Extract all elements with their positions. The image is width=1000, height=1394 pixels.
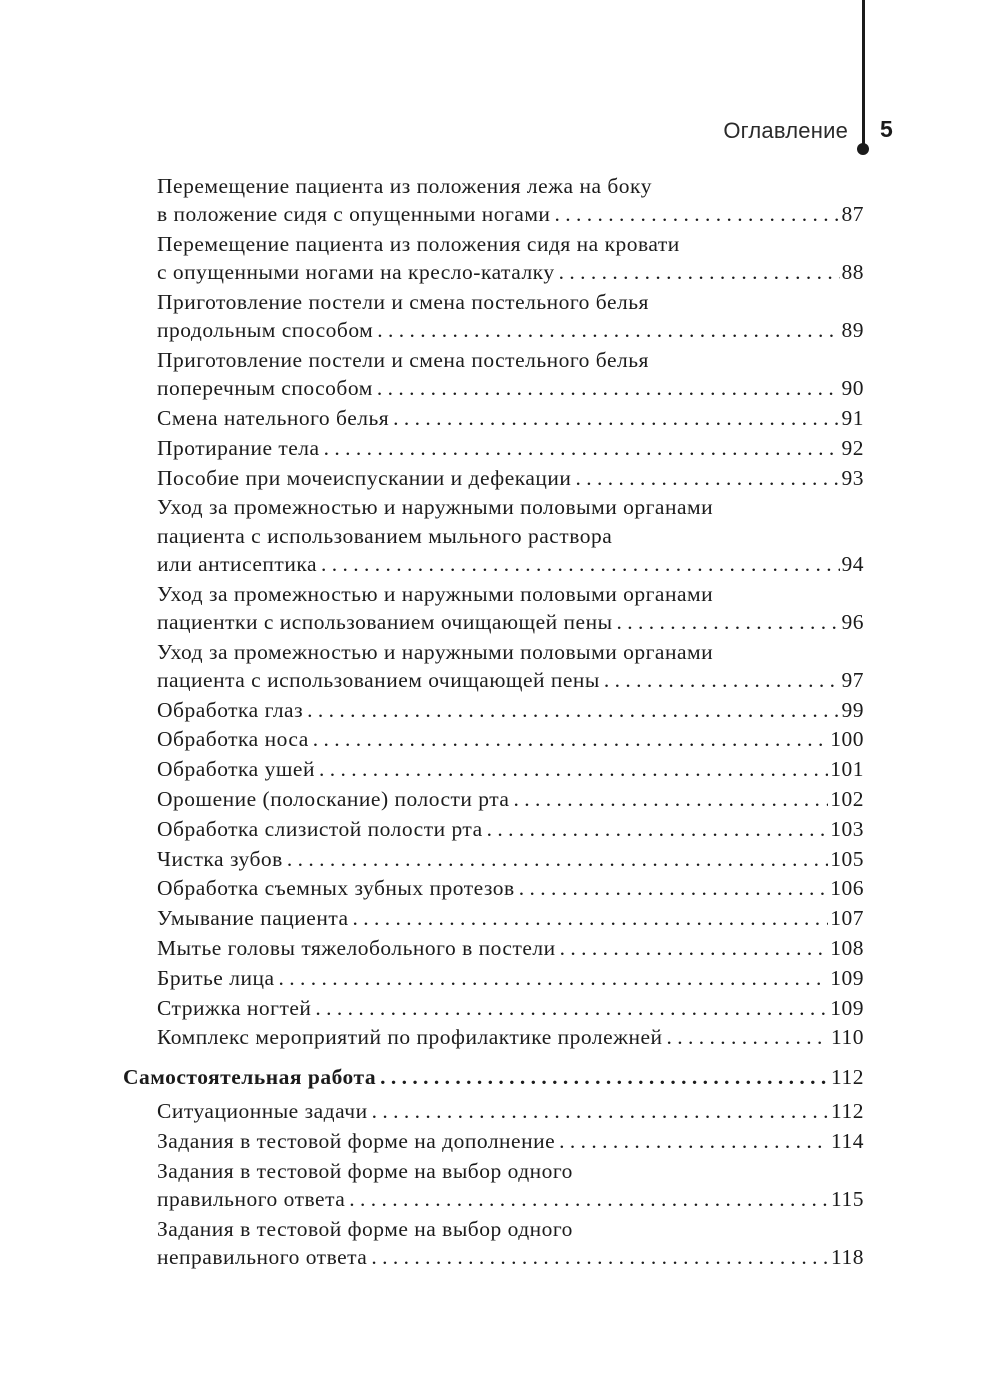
dot-leader bbox=[321, 550, 840, 578]
running-header-title: Оглавление bbox=[723, 118, 848, 143]
toc-entry-text: Смена нательного белья bbox=[157, 406, 390, 430]
dot-leader bbox=[324, 434, 840, 462]
toc-page-number: 97 bbox=[841, 667, 864, 692]
toc-entry-line bbox=[0, 608, 864, 636]
toc-entry-line bbox=[0, 522, 864, 550]
toc-entry-text: Приготовление постели и смена постельного белья bbox=[157, 290, 649, 314]
toc-page-number: 99 bbox=[841, 697, 864, 722]
page-number: 5 bbox=[880, 116, 893, 142]
toc-page-number: 96 bbox=[841, 609, 864, 634]
toc-page-number: 107 bbox=[830, 906, 864, 931]
toc-entry-line bbox=[0, 550, 864, 578]
toc-entry-line bbox=[0, 964, 864, 992]
toc-entry-line bbox=[0, 172, 864, 200]
toc-entry-text: в положение сидя с опущенными ногами bbox=[157, 202, 551, 227]
toc-entry-text: Задания в тестовой форме на выбор одного bbox=[157, 1216, 573, 1241]
toc-entry-text: Чистка зубов bbox=[157, 846, 283, 871]
toc-entry-text: Ситуационные задачи bbox=[157, 1099, 368, 1123]
toc-page-number: 108 bbox=[830, 936, 864, 960]
toc-page-number: 118 bbox=[831, 1244, 864, 1269]
dot-leader bbox=[377, 374, 840, 402]
toc-entry-text: Протирание тела bbox=[157, 435, 320, 460]
toc-page-number: 115 bbox=[831, 1186, 864, 1211]
dot-leader bbox=[372, 1097, 829, 1125]
toc-page-number: 100 bbox=[830, 727, 864, 752]
toc-entry-line bbox=[0, 230, 864, 258]
dot-leader bbox=[667, 1023, 830, 1051]
toc-entry-text: Самостоятельная работа bbox=[123, 1065, 377, 1090]
toc-entry-line bbox=[0, 904, 864, 932]
toc-entry-text: Пособие при мочеиспускании и дефекации bbox=[157, 465, 572, 490]
dot-leader bbox=[559, 258, 840, 286]
toc-entry-line bbox=[0, 874, 864, 902]
toc-entry-text: Обработка носа bbox=[157, 727, 309, 752]
toc-entry-text: Обработка съемных зубных протезов bbox=[157, 876, 515, 901]
toc-entry-line bbox=[0, 845, 864, 873]
toc-entry-text: пациента с использованием очищающей пены bbox=[157, 667, 600, 692]
toc-page-number: 106 bbox=[830, 876, 864, 901]
toc-page-number: 103 bbox=[830, 816, 864, 841]
dot-leader bbox=[319, 755, 828, 783]
toc-page-number: 91 bbox=[841, 406, 864, 430]
dot-leader bbox=[313, 725, 829, 753]
toc-entry-text: пациентки с использованием очищающей пены bbox=[157, 609, 613, 634]
toc-entry-text: Уход за промежностью и наружными половыми органами bbox=[157, 495, 714, 520]
toc-entry-text: Приготовление постели и смена постельного белья bbox=[157, 348, 649, 372]
toc-entry-text: Перемещение пациента из положения сидя на кровати bbox=[157, 232, 680, 256]
dot-leader bbox=[554, 200, 839, 228]
toc-entry-text: с опущенными ногами на кресло-каталку bbox=[157, 260, 555, 285]
dot-leader bbox=[487, 815, 829, 843]
toc-page-number: 105 bbox=[830, 846, 864, 871]
toc-entry-text: Задания в тестовой форме на выбор одного bbox=[157, 1158, 573, 1183]
dot-leader bbox=[287, 845, 828, 873]
toc-entry-line bbox=[0, 1097, 864, 1125]
toc-entry-line bbox=[0, 994, 864, 1022]
toc-page-number: 101 bbox=[830, 757, 864, 782]
toc-entry-line bbox=[0, 934, 864, 962]
toc-page-number: 90 bbox=[841, 376, 864, 401]
toc-entry-line bbox=[0, 464, 864, 492]
dot-leader bbox=[349, 1185, 829, 1213]
toc-entry-line bbox=[0, 374, 864, 402]
toc-page-number: 102 bbox=[830, 787, 864, 811]
toc-page-number: 88 bbox=[841, 260, 864, 285]
toc-entry-line bbox=[0, 666, 864, 694]
toc-page-number: 93 bbox=[841, 465, 864, 490]
toc-entry-line bbox=[0, 725, 864, 753]
dot-leader bbox=[353, 904, 829, 932]
toc-entry-text: Уход за промежностью и наружными половыми органами bbox=[157, 639, 714, 664]
toc-page-number: 112 bbox=[831, 1065, 864, 1090]
toc-entry-text: Мытье головы тяжелобольного в постели bbox=[157, 936, 556, 960]
toc-page-number: 112 bbox=[831, 1099, 864, 1123]
toc-page-number: 110 bbox=[831, 1025, 864, 1050]
toc-entry-line bbox=[0, 1243, 864, 1271]
toc-entry-line bbox=[0, 1023, 864, 1051]
toc-entry-text: Задания в тестовой форме на дополнение bbox=[157, 1128, 556, 1153]
toc-entry-text: пациента с использованием мыльного раствора bbox=[157, 523, 613, 548]
toc-page-number: 87 bbox=[841, 202, 864, 227]
dot-leader bbox=[617, 608, 840, 636]
dot-leader bbox=[315, 994, 828, 1022]
toc-entry-line bbox=[0, 404, 864, 432]
toc-entry-line bbox=[0, 493, 864, 521]
toc-entry-text: неправильного ответа bbox=[157, 1244, 368, 1269]
toc-entry-text: Стрижка ногтей bbox=[157, 995, 312, 1020]
toc-entry-text: Умывание пациента bbox=[157, 906, 349, 931]
dot-leader bbox=[575, 464, 839, 492]
toc-page-number: 109 bbox=[830, 995, 864, 1020]
toc-entry-text: Перемещение пациента из положения лежа на боку bbox=[157, 174, 652, 198]
toc-entry-line bbox=[0, 1185, 864, 1213]
dot-leader bbox=[307, 696, 839, 724]
dot-leader bbox=[560, 934, 829, 962]
toc-entry-text: Комплекс мероприятий по профилактике пролежней bbox=[157, 1025, 663, 1050]
toc-entry-line bbox=[0, 1157, 864, 1185]
toc-entry-line bbox=[0, 346, 864, 374]
dot-leader bbox=[279, 964, 829, 992]
toc-entry-line bbox=[0, 1215, 864, 1243]
dot-leader bbox=[393, 404, 839, 432]
toc-entry-text: Бритье лица bbox=[157, 965, 275, 990]
toc-entry-line bbox=[0, 1127, 864, 1155]
toc-page-number: 94 bbox=[841, 551, 864, 576]
toc-page-number: 114 bbox=[831, 1128, 864, 1153]
toc-entry-line bbox=[0, 755, 864, 783]
dot-leader bbox=[559, 1127, 829, 1155]
toc-entry-line bbox=[0, 580, 864, 608]
toc-entry-text: Орошение (полоскание) полости рта bbox=[157, 787, 510, 811]
toc-page-number: 89 bbox=[841, 318, 864, 343]
dot-leader bbox=[371, 1243, 829, 1271]
toc-entry-text: продольным способом bbox=[157, 318, 374, 343]
toc-entry-line bbox=[0, 638, 864, 666]
toc-entry-text: Уход за промежностью и наружными половыми органами bbox=[157, 581, 714, 606]
toc-entry-text: Обработка слизистой полости рта bbox=[157, 816, 483, 841]
toc-entry-line bbox=[0, 815, 864, 843]
toc-entry-text: поперечным способом bbox=[157, 376, 373, 401]
toc-entry-text: Обработка глаз bbox=[157, 697, 304, 722]
toc-entry-text: или антисептика bbox=[157, 551, 317, 576]
toc-entry-line bbox=[0, 316, 864, 344]
dot-leader bbox=[604, 666, 840, 694]
toc-entry-line bbox=[0, 200, 864, 228]
dot-leader bbox=[513, 785, 828, 813]
toc-entry-text: правильного ответа bbox=[157, 1186, 346, 1211]
toc-page-number: 92 bbox=[841, 435, 864, 460]
toc-entry-line bbox=[0, 785, 864, 813]
toc-entry-line bbox=[0, 288, 864, 316]
dot-leader bbox=[377, 316, 839, 344]
toc-entry-line bbox=[0, 434, 864, 462]
toc-section-line bbox=[0, 1063, 864, 1091]
toc-page-number: 109 bbox=[830, 965, 864, 990]
dot-leader bbox=[380, 1063, 829, 1091]
dot-leader bbox=[519, 874, 829, 902]
toc-entry-line bbox=[0, 696, 864, 724]
toc-entry-line bbox=[0, 258, 864, 286]
toc-entry-text: Обработка ушей bbox=[157, 757, 315, 782]
